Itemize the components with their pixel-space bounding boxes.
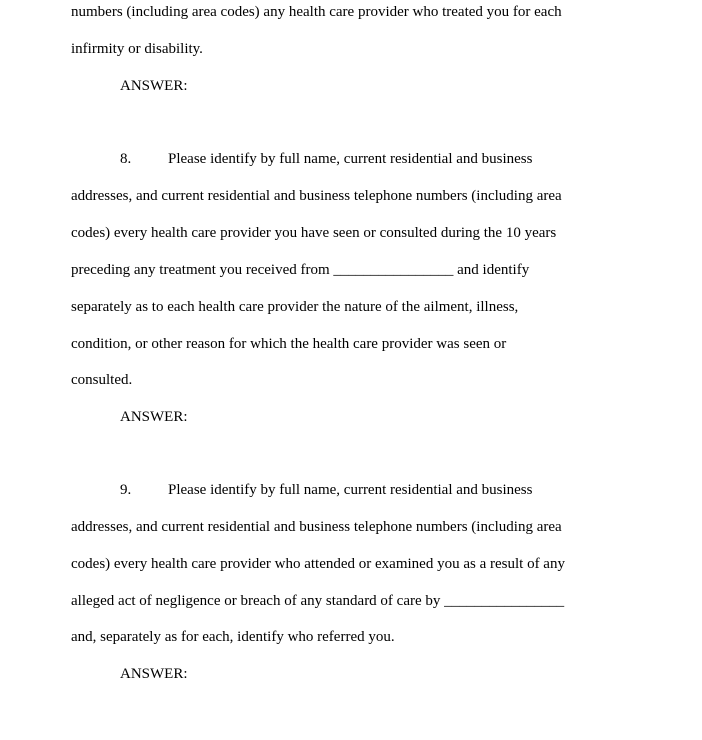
interrogatory-9-number: 9. (120, 482, 132, 498)
fragment-line-2: infirmity or disability. (71, 41, 203, 57)
fragment-line-1: numbers (including area codes) any health care provider who treated you for each (71, 4, 562, 20)
interrogatory-8-number: 8. (120, 151, 132, 167)
interrogatory-9-line: addresses, and current residential and business telephone numbers (including area (71, 519, 562, 535)
interrogatory-8-line: consulted. (71, 372, 133, 388)
answer-label: ANSWER: (120, 666, 188, 682)
interrogatory-8-line: addresses, and current residential and business telephone numbers (including area (71, 188, 562, 204)
answer-label: ANSWER: (120, 409, 188, 425)
interrogatory-8-line: condition, or other reason for which the health care provider was seen or (71, 336, 507, 352)
interrogatory-8-first-line: Please identify by full name, current residential and business (168, 151, 533, 167)
interrogatory-8-line: preceding any treatment you received from ________________ and identify (71, 262, 530, 278)
answer-label: ANSWER: (120, 78, 188, 94)
interrogatory-9-line: codes) every health care provider who attended or examined you as a result of any (71, 556, 565, 572)
interrogatory-9-line: alleged act of negligence or breach of any standard of care by ________________ (71, 593, 565, 609)
interrogatory-8-line: separately as to each health care provider the nature of the ailment, illness, (71, 299, 519, 315)
interrogatory-9-line: and, separately as for each, identify who referred you. (71, 629, 395, 645)
interrogatory-9-first-line: Please identify by full name, current residential and business (168, 482, 533, 498)
interrogatory-8-line: codes) every health care provider you have seen or consulted during the 10 years (71, 225, 557, 241)
